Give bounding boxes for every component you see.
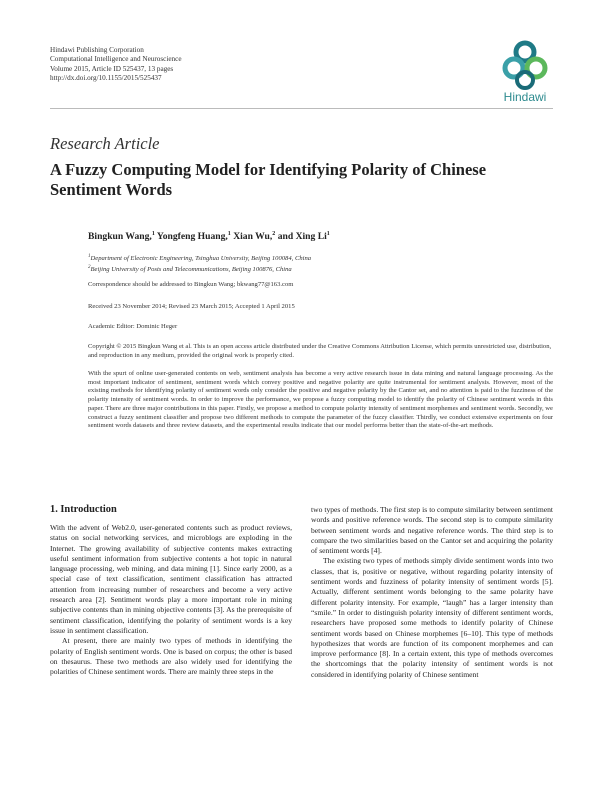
publisher-line: Hindawi Publishing Corporation — [50, 46, 144, 54]
author-1: Bingkun Wang,$^1$ — [88, 231, 155, 243]
body-column-right — [311, 505, 553, 680]
paragraph: At present, there are mainly two types of methods in identifying the polarity of English sentiment words. One is based on corpus; the other is based on thesaurus. These two methods are also widely used for identifying the polarities of Chinese sentiment words. There are mainly three steps in the — [50, 636, 292, 677]
volume-line: Volume 2015, Article ID 525437, 13 pages — [50, 64, 174, 73]
affiliation-1: $^1$Department of Electronic Engineering, Tsinghua University, Beijing 100084, China — [88, 254, 312, 263]
article-type: Research Article — [50, 134, 160, 153]
journal-header — [50, 46, 182, 84]
doi-link[interactable]: http://dx.doi.org/10.1155/2015/525437 — [50, 74, 162, 83]
author-2: Yongfeng Huang,$^1$ — [156, 231, 231, 243]
author-4: and Xing Li$^1$ — [277, 231, 330, 243]
academic-editor: Academic Editor: Dominic Heger — [88, 323, 178, 330]
hindawi-rings-icon — [497, 40, 553, 90]
author-list — [88, 231, 330, 242]
affiliations — [88, 252, 558, 274]
copyright-notice: Copyright © 2015 Bingkun Wang et al. This is an open access article distributed under the Creative Commons Attribution License, which permits unrestricted use, distribution, and reproduction in any medium, provided the original work is properly cited. — [88, 343, 552, 359]
header-divider — [50, 108, 553, 109]
abstract: With the spurt of online user-generated contents on web, sentiment analysis has become a very active research issue in data mining and natural language processing. As the most important indicator of sentiment, sentiment words which convey positive and negative polarity are quite instrumental for sentiment analysis. However, most of the existing methods for identifying polarity of sentiment words only consider the positive and negative polarity by the Cantor set, and no attention is paid to the fuzziness of the polarity intensity of sentiment words. In order to improve the performance, we propose a fuzzy computing model to identify the polarity of Chinese sentiment words in this paper. There are three major contributions in this paper. Firstly, we propose a method to compute polarity intensity of sentiment morphemes and sentiment words. Secondly, we construct a fuzzy sentiment classifier and propose two different methods to compute the parameter of the fuzzy classifier. Thirdly, we conduct extensive experiments on four sentiment words datasets and three review datasets, and the experimental results indicate that our model performs better than the state-of-the-art methods. — [88, 370, 553, 430]
section-title: 1. Introduction — [50, 504, 117, 515]
paper-title: A Fuzzy Computing Model for Identifying Polarity of Chinese Sentiment Words — [50, 160, 487, 199]
paragraph: With the advent of Web2.0, user-generated contents such as product reviews, status on social networking services, and microblogs are exploding in the Internet. The growing availability of subjective contents makes extracting useful sentiment information from subjective contents a hot topic in natural language processing, web mining, and data mining [1]. Since early 2000, as a special case of text classification, sentiment classification has attracted attention from increasing number of researchers and become a very active research area [2]. Sentiment words play a more important role in mining subjective contents than in mining objective contents [3]. As the prerequisite of sentiment classification, identifying the polarity of sentiment words is a key issue in sentiment classification. — [50, 523, 292, 635]
paragraph: two types of methods. The first step is to compute similarity between sentiment words and positive reference words. The second step is to compute similarity between sentiment words and negative reference words. The third step is to compare the two similarities based on the Cantor set and acquiring the polarity of sentiment words [4]. — [311, 505, 553, 556]
author-3: Xian Wu,$^2$ — [233, 231, 276, 243]
hindawi-logo-text: Hindawi — [503, 90, 547, 104]
affiliation-2: $^2$Beijing University of Posts and Telecommunications, Beijing 100876, China — [88, 265, 292, 274]
hindawi-logo — [497, 40, 553, 104]
publication-dates: Received 23 November 2014; Revised 23 March 2015; Accepted 1 April 2015 — [88, 303, 295, 310]
paragraph: The existing two types of methods simply divide sentiment words into two classes, that is, positive or negative, without regarding polarity intensity of sentiment words and fuzziness of polarity intensity of sentiment words [5]. Actually, different sentiment words belonging to the same polarity have different polarity intensity. For example, “laugh” has a larger intensity than “smile.” In order to distinguish polarity intensity of different sentiment words, researchers have proposed some methods to identify polarity of Chinese sentiment words based on Chinese morphemes [6–10]. This type of methods hypothesizes that words are function of its component morphemes and can improve performance [8]. In a certain extent, this type of methods overcomes the shortcomings that the polarity intensity of sentiment words is not considered in identifying polarity of Chinese sentiment — [311, 556, 553, 679]
body-column-left — [50, 523, 292, 677]
journal-name: Computational Intelligence and Neuroscience — [50, 55, 182, 64]
correspondence: Correspondence should be addressed to Bingkun Wang; bkwang77@163.com — [88, 281, 294, 288]
